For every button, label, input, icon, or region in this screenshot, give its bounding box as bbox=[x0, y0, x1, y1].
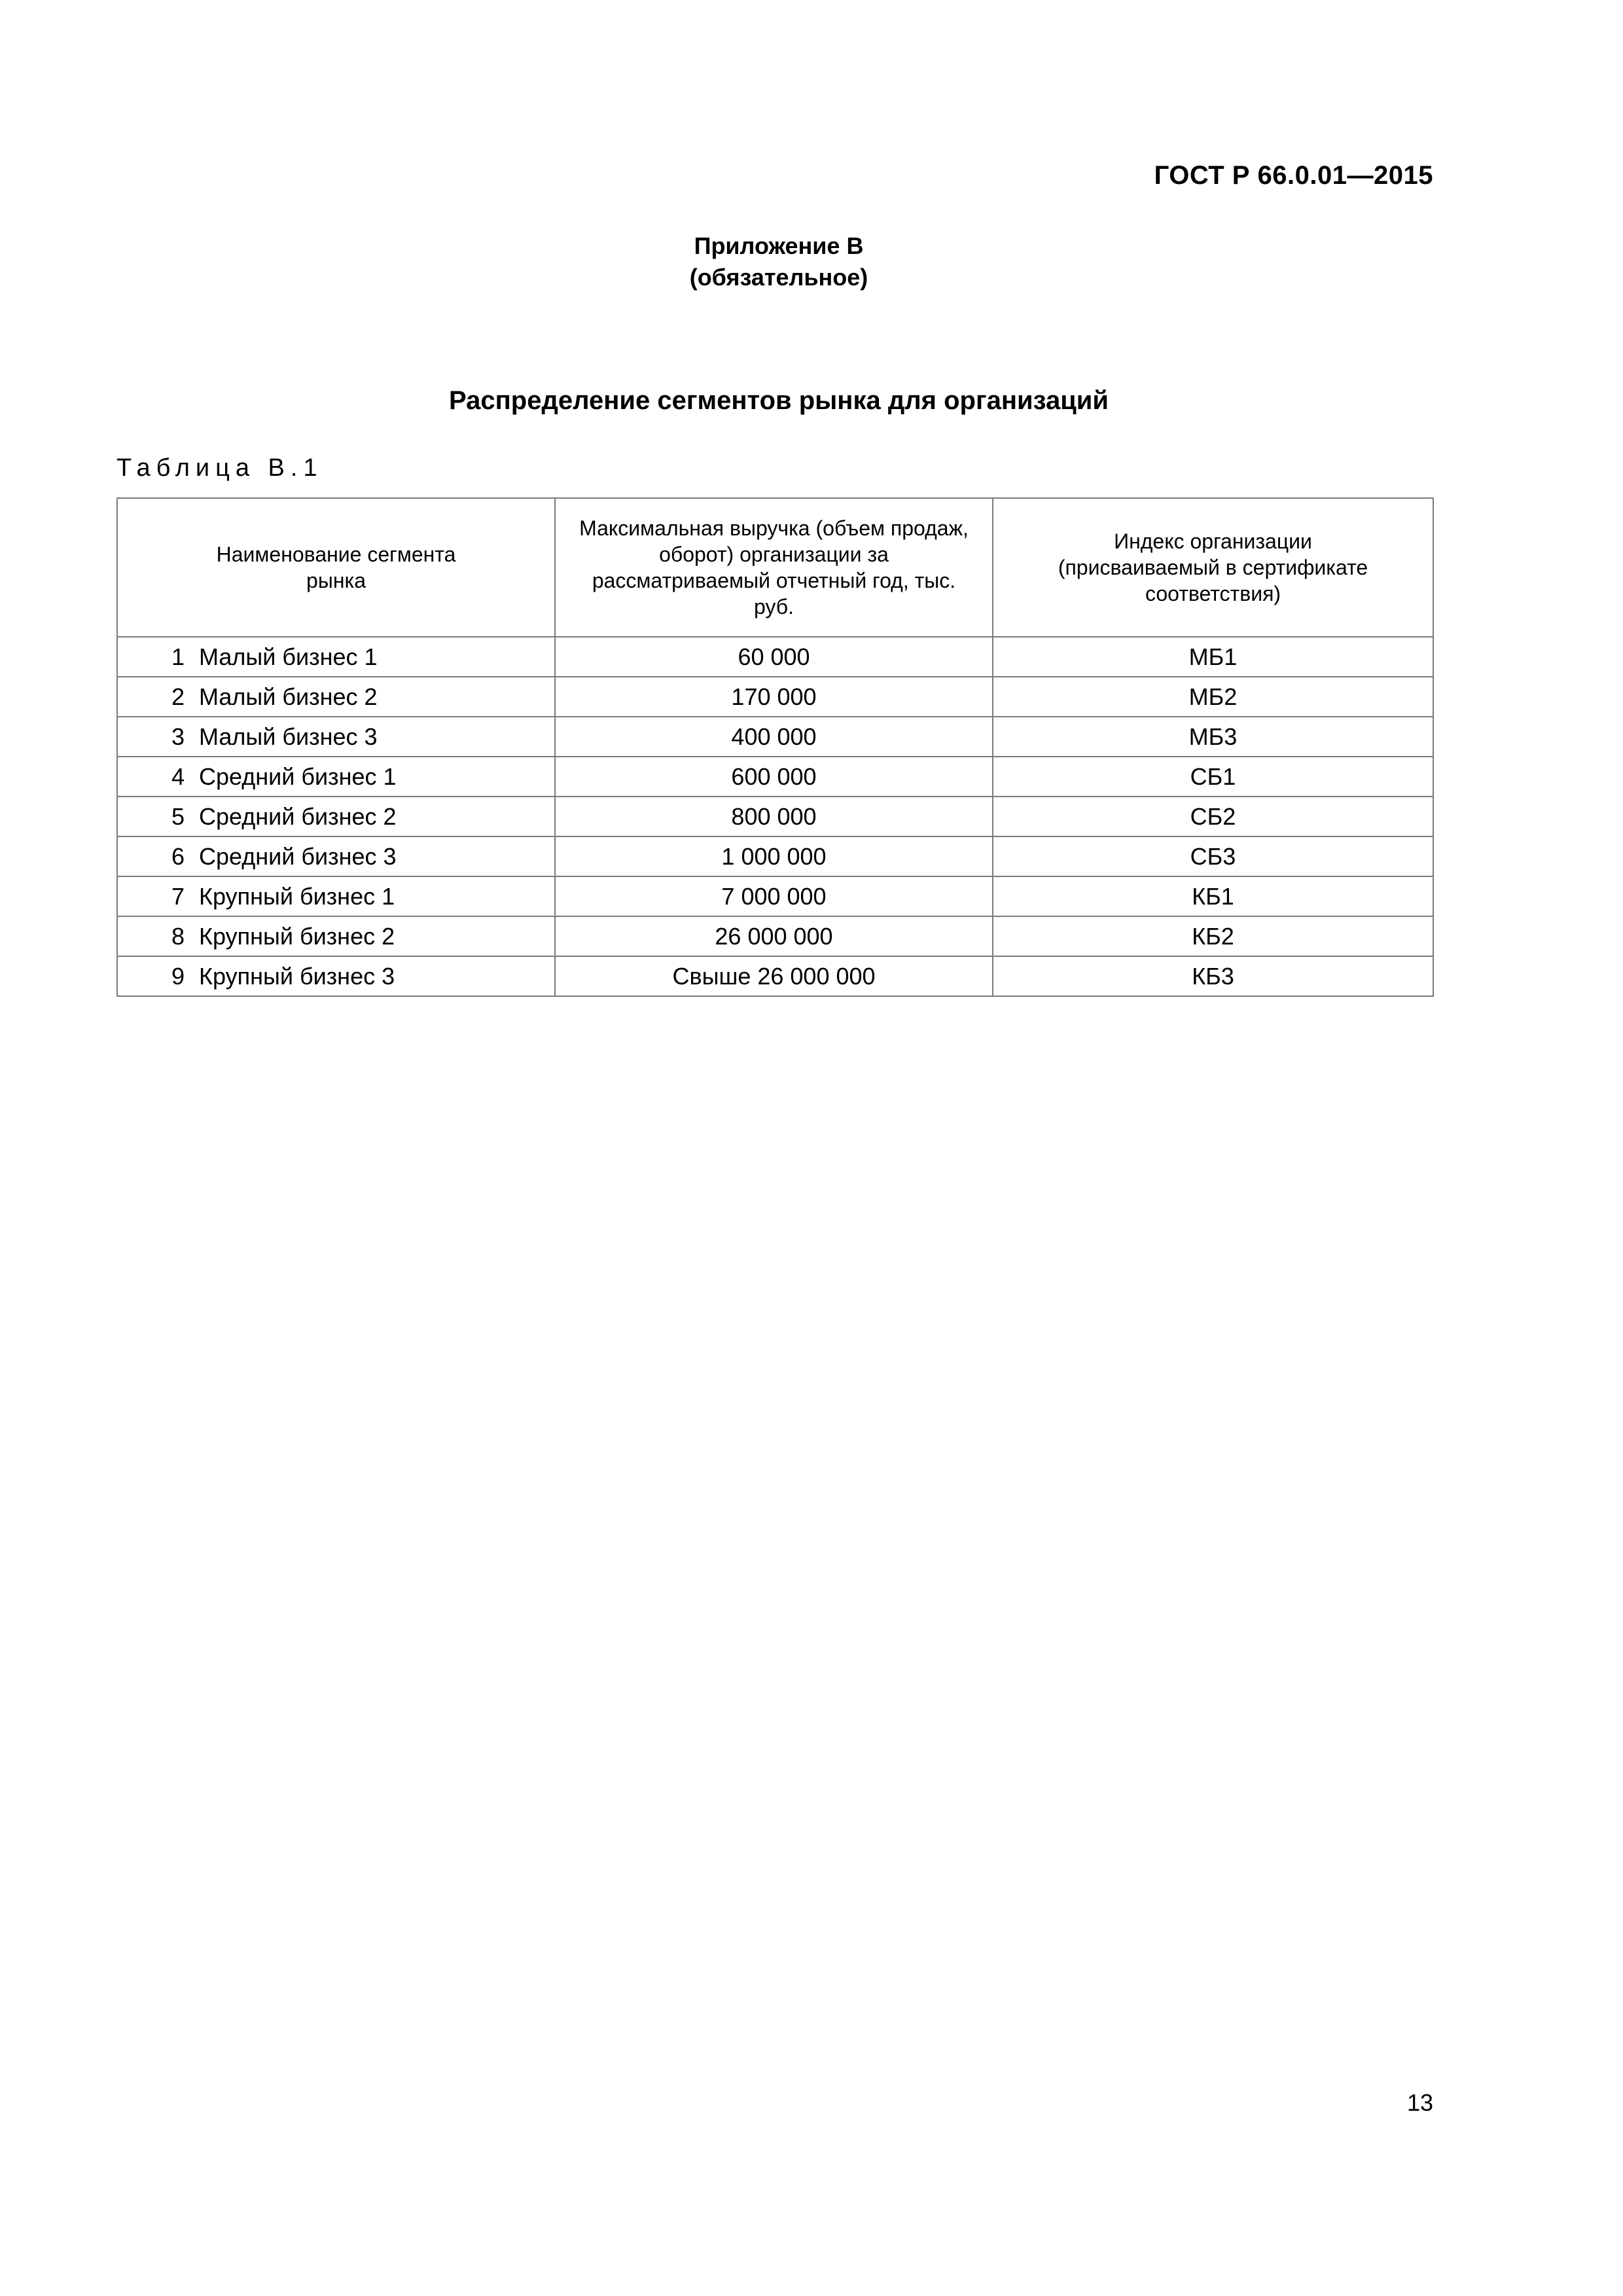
row-number: 6 bbox=[171, 842, 185, 870]
appendix-heading bbox=[0, 230, 1558, 293]
segment-name: Средний бизнес 3 bbox=[199, 842, 397, 870]
row-number: 3 bbox=[171, 723, 185, 750]
segment-name-cell bbox=[117, 916, 555, 956]
row-number: 4 bbox=[171, 762, 185, 790]
row-number: 8 bbox=[171, 922, 185, 950]
segment-name-cell bbox=[117, 956, 555, 996]
segment-name-cell bbox=[117, 717, 555, 757]
segment-name-cell bbox=[117, 797, 555, 836]
column-header-segment-name bbox=[117, 498, 555, 637]
row-number: 9 bbox=[171, 962, 185, 990]
max-revenue-cell: 7 000 000 bbox=[555, 876, 993, 916]
column-header-label: Наименование сегмента рынка bbox=[216, 543, 456, 592]
organization-index-cell: МБ1 bbox=[993, 637, 1433, 677]
max-revenue-cell: 800 000 bbox=[555, 797, 993, 836]
column-header-label: Индекс организации (присваиваемый в сертификате соответствия) bbox=[1058, 529, 1368, 605]
max-revenue-cell: Свыше 26 000 000 bbox=[555, 956, 993, 996]
segment-name-cell bbox=[117, 637, 555, 677]
organization-index-cell: СБ2 bbox=[993, 797, 1433, 836]
market-segments-table bbox=[116, 497, 1434, 997]
max-revenue-cell: 26 000 000 bbox=[555, 916, 993, 956]
row-number: 2 bbox=[171, 683, 185, 710]
row-number: 7 bbox=[171, 882, 185, 910]
segment-name: Малый бизнес 1 bbox=[199, 643, 378, 670]
max-revenue-cell: 600 000 bbox=[555, 757, 993, 797]
table-row bbox=[117, 757, 1433, 797]
organization-index-cell: СБ1 bbox=[993, 757, 1433, 797]
column-header-label: Максимальная выручка (объем продаж, оборот) организации за рассматриваемый отчетный год, тыс. руб. bbox=[579, 516, 969, 619]
table-row bbox=[117, 916, 1433, 956]
segment-name: Средний бизнес 1 bbox=[199, 762, 397, 790]
organization-index-cell: МБ2 bbox=[993, 677, 1433, 717]
row-number: 1 bbox=[171, 643, 185, 670]
organization-index-cell: КБ1 bbox=[993, 876, 1433, 916]
segment-name: Малый бизнес 3 bbox=[199, 723, 378, 750]
table-row bbox=[117, 876, 1433, 916]
segment-name: Малый бизнес 2 bbox=[199, 683, 378, 710]
table-row bbox=[117, 637, 1433, 677]
organization-index-cell: СБ3 bbox=[993, 836, 1433, 876]
organization-index-cell: КБ2 bbox=[993, 916, 1433, 956]
segment-name: Крупный бизнес 3 bbox=[199, 962, 395, 990]
segment-name: Крупный бизнес 2 bbox=[199, 922, 395, 950]
table-row bbox=[117, 836, 1433, 876]
segment-name-cell bbox=[117, 836, 555, 876]
max-revenue-cell: 170 000 bbox=[555, 677, 993, 717]
segment-name-cell bbox=[117, 677, 555, 717]
organization-index-cell: МБ3 bbox=[993, 717, 1433, 757]
segment-name: Крупный бизнес 1 bbox=[199, 882, 395, 910]
table-row bbox=[117, 717, 1433, 757]
table-row bbox=[117, 797, 1433, 836]
document-code: ГОСТ Р 66.0.01—2015 bbox=[1154, 161, 1433, 190]
max-revenue-cell: 400 000 bbox=[555, 717, 993, 757]
column-header-organization-index bbox=[993, 498, 1433, 637]
table-header-row bbox=[117, 498, 1433, 637]
max-revenue-cell: 60 000 bbox=[555, 637, 993, 677]
appendix-title: Приложение В bbox=[694, 232, 864, 259]
organization-index-cell: КБ3 bbox=[993, 956, 1433, 996]
segment-name: Средний бизнес 2 bbox=[199, 802, 397, 830]
row-number: 5 bbox=[171, 802, 185, 830]
segment-name-cell bbox=[117, 876, 555, 916]
segment-name-cell bbox=[117, 757, 555, 797]
section-title: Распределение сегментов рынка для организаций bbox=[449, 386, 1109, 415]
max-revenue-cell: 1 000 000 bbox=[555, 836, 993, 876]
column-header-max-revenue bbox=[555, 498, 993, 637]
table-row bbox=[117, 956, 1433, 996]
page-number: 13 bbox=[1406, 2089, 1433, 2116]
table-body bbox=[117, 637, 1433, 996]
table-row bbox=[117, 677, 1433, 717]
appendix-status: (обязательное) bbox=[689, 264, 868, 291]
table-caption: Таблица В.1 bbox=[116, 454, 323, 482]
